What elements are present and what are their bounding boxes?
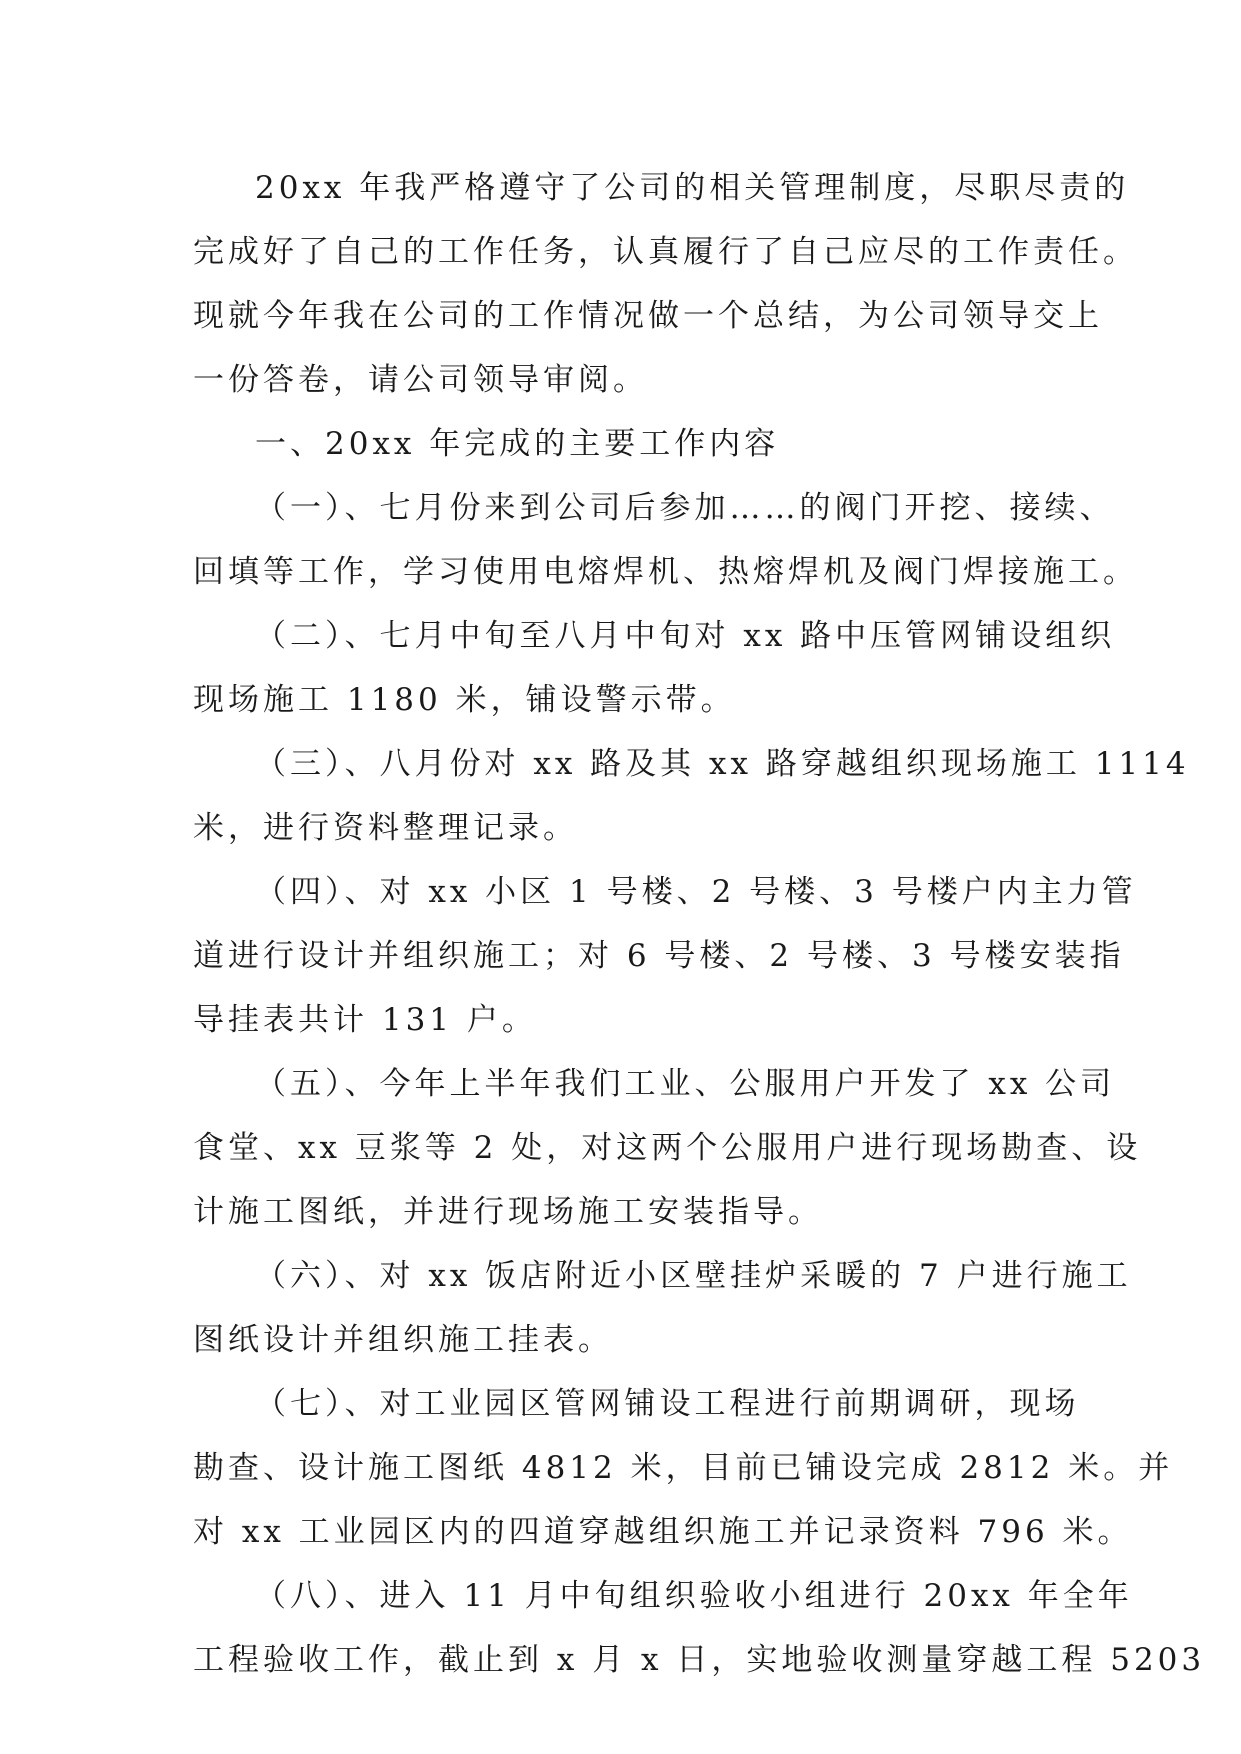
paragraph-line: 图纸设计并组织施工挂表。 bbox=[193, 1322, 613, 1358]
document-body bbox=[193, 156, 1206, 1692]
paragraph-line: 勘查、设计施工图纸 4812 米，目前已铺设完成 2812 米。并 bbox=[193, 1450, 1174, 1486]
paragraph-line: 导挂表共计 131 户。 bbox=[193, 1002, 537, 1038]
paragraph-line: 计施工图纸，并进行现场施工安装指导。 bbox=[193, 1194, 823, 1230]
paragraph-line: 米，进行资料整理记录。 bbox=[193, 810, 578, 846]
paragraph-line: （六）、对 xx 饭店附近小区壁挂炉采暖的 7 户进行施工 bbox=[255, 1258, 1132, 1294]
paragraph-line: （一）、七月份来到公司后参加……的阀门开挖、接续、 bbox=[255, 490, 1115, 526]
paragraph-line: （七）、对工业园区管网铺设工程进行前期调研，现场 bbox=[255, 1386, 1080, 1422]
paragraph-line: 现就今年我在公司的工作情况做一个总结，为公司领导交上 bbox=[193, 298, 1103, 334]
paragraph-line: 一份答卷，请公司领导审阅。 bbox=[193, 362, 648, 398]
paragraph-line: 工程验收工作，截止到 x 月 x 日，实地验收测量穿越工程 5203 bbox=[193, 1642, 1206, 1678]
paragraph-line: 完成好了自己的工作任务，认真履行了自己应尽的工作责任。 bbox=[193, 234, 1138, 270]
paragraph-line: （四）、对 xx 小区 1 号楼、2 号楼、3 号楼户内主力管 bbox=[255, 874, 1137, 910]
paragraph-line: 食堂、xx 豆浆等 2 处，对这两个公服用户进行现场勘查、设 bbox=[193, 1130, 1142, 1166]
paragraph-line: 现场施工 1180 米，铺设警示带。 bbox=[193, 682, 736, 718]
paragraph-line: 对 xx 工业园区内的四道穿越组织施工并记录资料 796 米。 bbox=[193, 1514, 1133, 1550]
paragraph-line: 20xx 年我严格遵守了公司的相关管理制度，尽职尽责的 bbox=[255, 170, 1130, 206]
paragraph-line: （二）、七月中旬至八月中旬对 xx 路中压管网铺设组织 bbox=[255, 618, 1116, 654]
paragraph-line: 道进行设计并组织施工；对 6 号楼、2 号楼、3 号楼安装指 bbox=[193, 938, 1125, 974]
paragraph-line: （三）、八月份对 xx 路及其 xx 路穿越组织现场施工 1114 bbox=[255, 746, 1190, 782]
section-heading: 一、20xx 年完成的主要工作内容 bbox=[255, 426, 780, 462]
paragraph-line: （八）、进入 11 月中旬组织验收小组进行 20xx 年全年 bbox=[255, 1578, 1133, 1614]
paragraph-line: 回填等工作，学习使用电熔焊机、热熔焊机及阀门焊接施工。 bbox=[193, 554, 1138, 590]
paragraph-line: （五）、今年上半年我们工业、公服用户开发了 xx 公司 bbox=[255, 1066, 1116, 1102]
